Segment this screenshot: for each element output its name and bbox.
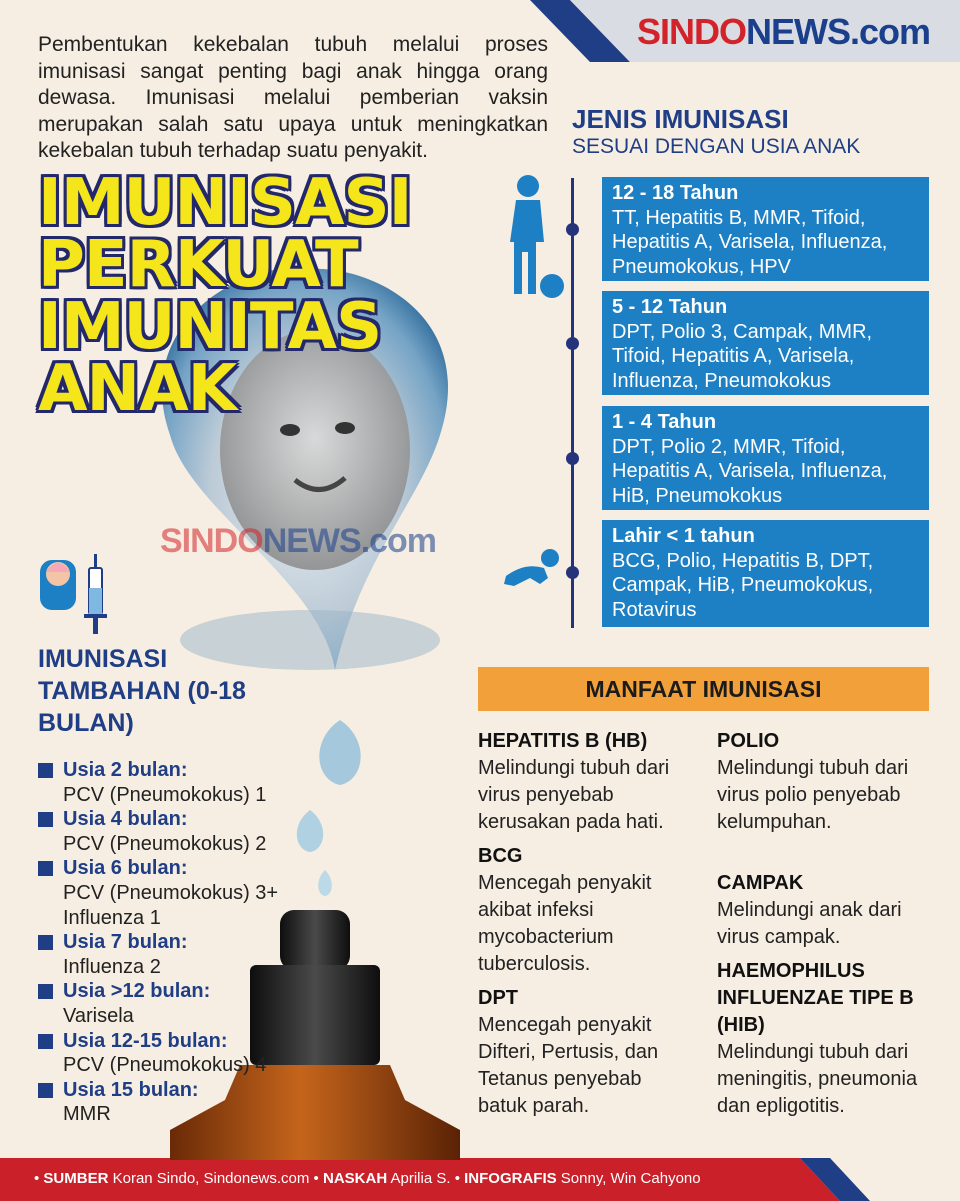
main-title [38,166,412,426]
item-label: Usia >12 bulan: [38,979,313,1004]
list-item [38,930,313,979]
naskah-label: NASKAH [322,1170,388,1187]
tambahan-title: IMUNISASI TAMBAHAN (0-18 BULAN) [38,645,246,737]
age-range: 12 - 18 Tahun [612,182,739,204]
item-value: PCV (Pneumokokus) 4 [63,1054,267,1077]
benefit-title: CAMPAK [717,872,804,894]
watermark-news: NEWS.com [262,522,437,560]
list-item [38,1078,313,1127]
age-card-newborn [602,520,929,627]
benefit-polio [717,728,932,836]
credits-footer [0,1158,960,1201]
list-item [38,758,313,807]
benefit-title: BCG [478,845,523,867]
benefit-hib [717,958,937,1120]
jenis-title: JENIS IMUNISASI [572,104,789,134]
list-item [38,1029,313,1078]
title-line-3: IMUNITAS [38,290,382,364]
age-range: Lahir < 1 tahun [612,525,755,547]
vaccine-list: BCG, Polio, Hepatitis B, DPT, Campak, HiB, Pneumokokus, Rotavirus [612,549,874,621]
timeline-dot [566,566,579,579]
item-label: Usia 12-15 bulan: [38,1029,313,1054]
benefit-title: POLIO [717,730,780,752]
timeline-dot [566,452,579,465]
tambahan-list [38,758,313,1127]
logo-sindo: SINDO [636,11,746,52]
vaccine-list: DPT, Polio 2, MMR, Tifoid, Hepatitis A, Varisela, Influenza, HiB, Pneumokokus [612,435,888,507]
intro-paragraph: Pembentukan kekebalan tubuh melalui proses imunisasi sangat penting bagi anak hingga orang dewasa. Imunisasi melalui pemberian vaksin merupakan salah satu upaya untuk meningkatkan kekebalan tubuh terhadap suatu penyakit. [38,33,548,162]
watermark-logo [160,522,436,561]
list-item [38,856,313,930]
title-line-4: ANAK [38,352,237,426]
infografis-value: Sonny, Win Cahyono [560,1170,701,1187]
benefit-campak [717,870,932,951]
timeline-dot [566,223,579,236]
logo-news: NEWS.com [745,11,930,52]
item-value: MMR [63,1103,111,1126]
brand-header [530,0,960,62]
jenis-subtitle: SESUAI DENGAN USIA ANAK [572,135,861,158]
age-card-1-4 [602,406,929,510]
watermark-sindo: SINDO [160,522,263,560]
benefit-desc: Mencegah penyakit akibat infeksi mycobacterium tuberculosis. [478,872,652,975]
item-label: Usia 6 bulan: [38,856,313,881]
benefit-desc: Melindungi anak dari virus campak. [717,899,902,948]
item-label: Usia 4 bulan: [38,807,313,832]
title-line-1: IMUNISASI [38,166,412,240]
manfaat-title: MANFAAT IMUNISASI [478,667,929,711]
item-label: Usia 2 bulan: [38,758,313,783]
age-card-5-12 [602,291,929,395]
age-card-12-18 [602,177,929,281]
vaccine-list: TT, Hepatitis B, MMR, Tifoid, Hepatitis A, Varisela, Influenza, Pneumokokus, HPV [612,206,888,278]
brand-logo[interactable] [637,10,930,54]
item-value: PCV (Pneumokokus) 2 [63,832,267,855]
list-item [38,979,313,1028]
age-range: 5 - 12 Tahun [612,296,728,318]
benefit-desc: Melindungi tubuh dari meningitis, pneumonia dan epligotitis. [717,1041,918,1117]
vaccine-list: DPT, Polio 3, Campak, MMR, Tifoid, Hepatitis A, Varisela, Influenza, Pneumokokus [612,320,873,392]
item-label: Usia 7 bulan: [38,930,313,955]
item-value: PCV (Pneumokokus) 1 [63,783,267,806]
item-value: Influenza 2 [63,955,161,978]
baby-and-syringe-icon [38,552,113,640]
item-value: PCV (Pneumokokus) 3+ Influenza 1 [63,881,279,929]
benefit-title: HAEMOPHILUS INFLUENZAE TIPE B (HIB) [717,960,914,1036]
item-value: Varisela [63,1004,134,1027]
footer-credits: • SUMBER Koran Sindo, Sindonews.com • NASKAH Aprilia S. • INFOGRAFIS Sonny, Win Cahyono [34,1170,701,1187]
sumber-value: Koran Sindo, Sindonews.com [112,1170,310,1187]
title-line-2: PERKUAT [38,228,358,302]
benefit-title: DPT [478,987,518,1009]
naskah-value: Aprilia S. [390,1170,451,1187]
sumber-label: SUMBER [43,1170,109,1187]
age-range: 1 - 4 Tahun [612,411,717,433]
timeline-line [571,178,574,628]
benefit-desc: Mencegah penyakit Difteri, Pertusis, dan Tetanus penyebab batuk parah. [478,1014,659,1117]
benefit-desc: Melindungi tubuh dari virus polio penyebab kelumpuhan. [717,757,909,833]
timeline-dot [566,337,579,350]
infografis-label: INFOGRAFIS [464,1170,557,1187]
benefit-title: HEPATITIS B (HB) [478,730,648,752]
list-item [38,807,313,856]
item-label: Usia 15 bulan: [38,1078,313,1103]
benefit-desc: Melindungi tubuh dari virus penyebab kerusakan pada hati. [478,757,670,833]
